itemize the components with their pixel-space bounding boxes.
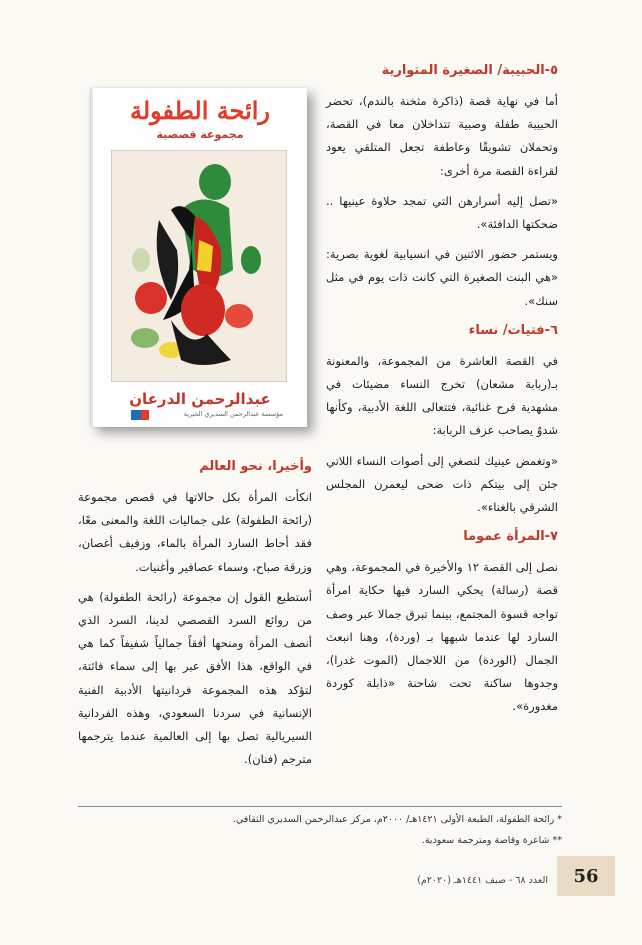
page-number: 56 xyxy=(557,856,615,896)
final-section-paragraph1: انكأت المرأة بكل حالاتها في قصص مجموعة (رائحة الطفولة) على جماليات اللغة والمعنى معًا، فقد أحاط السارد المرأة بالماء، وزفيف أغصان، وزرقة صباح، وسماء عصافير وأغنيات. xyxy=(78,490,312,574)
footnote-1: * رائحة الطفولة، الطبعة الأولى ١٤٢١هـ/ ٢٠٠٠م، مركز عبدالرحمن السديري الثقافي. xyxy=(232,814,562,825)
section5-paragraph1: أما في نهاية قصة (ذاكرة مثخنة بالندم)، تحضر الحبيبة طفلة وصبية تتداخلان معا في القصة، وتحملان تشويقًا وعاطفة تجعل المتلقي يعود لقراءة القصة مرة أخرى: xyxy=(326,94,558,178)
publisher-logo-icon xyxy=(131,410,141,420)
book-title: رائحة الطفولة xyxy=(129,96,271,125)
footnote-divider xyxy=(78,806,562,807)
book-author: عبدالرحمن الدرعان xyxy=(129,390,271,408)
section6-quote: «وتغمض عينيك لتصغي إلى أصوات النساء اللاتي جئن إلى بيتكم ذات ضحى ليعمرن المجلس الشرقي بالغناء». xyxy=(326,453,558,515)
right-column xyxy=(326,60,558,726)
section5-quote: «تصل إليه أسرارهن التي تمجد حلاوة عينيها .. ضحكتها الدافئة». xyxy=(326,193,558,232)
left-column xyxy=(78,456,312,778)
book-cover-image xyxy=(91,88,307,427)
section5-heading: ٥-الحبيبة/ الصغيرة المتوارية xyxy=(381,63,558,78)
footnote-2: ** شاعرة وقاصة ومترجمة سعودية. xyxy=(421,835,562,846)
section5-paragraph2: ويستمر حضور الاثنين في انسيابية لغوية بصرية: «هي البنت الصغيرة التي كانت ذات يوم في مثل سنك». xyxy=(326,247,558,308)
book-publisher: مؤسسة عبدالرحمن السديري الخيرية xyxy=(183,410,283,418)
section6-paragraph1: في القصة العاشرة من المجموعة، والمعنونة بـ(ربابة مشعان) تخرج النساء مضيئات في مشهدية فرح غنائية، فتتعالى اللغة الأدبية، وكأنها شدوٌ يصاحب عزف الربابة: xyxy=(326,353,558,438)
section7-paragraph1: نصل إلى القصة ١٢ والأخيرة في المجموعة، وهي قصة (رسالة) يحكي السارد فيها حكاية امرأة تواجه قسوة المجتمع، بينما تبرق جمالا عبر وصف السارد لها عندما شبهها بـ (وردة)، وهنا انبعث الجمال (الوردة) من اللاجمال (الموت غدرا)، وجدوها ساكنة تحت شاحنة «ذابلة كوردة مغدورة». xyxy=(326,560,559,714)
publisher-logo-accent xyxy=(141,410,149,420)
section6-heading: ٦-فتيات/ نساء xyxy=(468,322,558,338)
book-cover-painting xyxy=(111,150,287,382)
book-subtitle: مجموعة قصصية xyxy=(156,128,244,141)
issue-info: العدد ٦٨ - صيف ١٤٤١هـ (٢٠٢٠م) xyxy=(417,875,548,886)
final-section-heading: وأخيرا، نحو العالم xyxy=(199,459,312,474)
final-section-paragraph2: أستطيع القول إن مجموعة (رائحة الطفولة) هي من روائع السرد القصصي لدينا، السرد الذي أنصف المرأة ومنحها أفقاً جمالياً شفيفاً كما هي في الواقع، هذا الأفق عبر بها إلى سماء فائتة، لتؤكد هذه المجموعة فردانيتها الأدبية الفنية الإنسانية في سردنا السعودي، وهذه الفردانية السيريالية تصل بها إلى العالمية عندما يترجمها مترجم (فنان). xyxy=(78,589,312,767)
section7-heading: ٧-المرأة عموما xyxy=(463,529,558,545)
